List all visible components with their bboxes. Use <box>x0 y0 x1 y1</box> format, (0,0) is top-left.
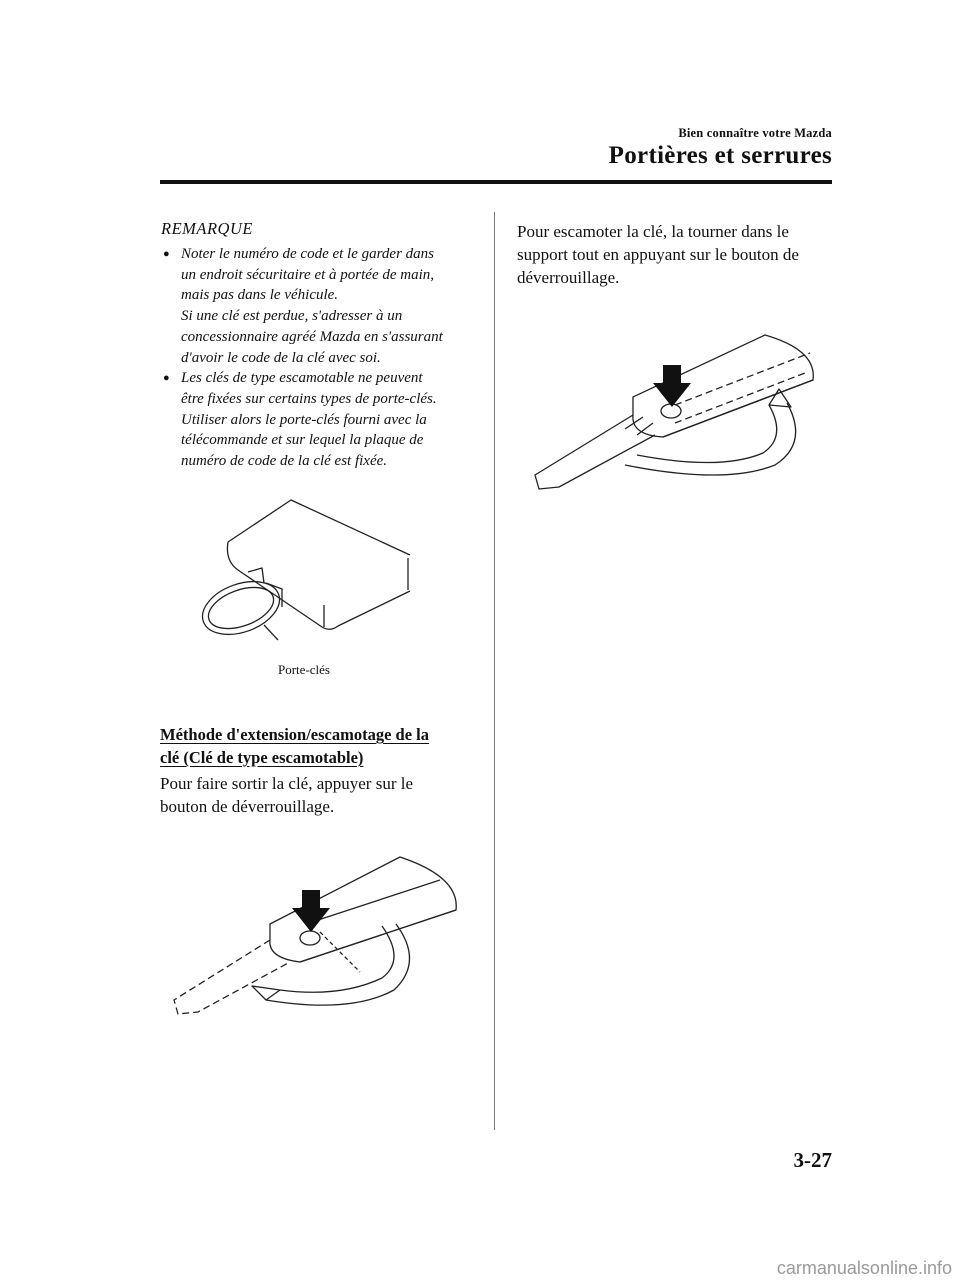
retract-line: Pour escamoter la clé, la tourner dans le <box>517 222 789 241</box>
extend-line: Pour faire sortir la clé, appuyer sur le <box>160 774 414 793</box>
key-ring-illustration <box>196 495 416 645</box>
note-line: être fixées sur certains types de porte-clés. <box>181 390 437 407</box>
method-heading-line: clé (Clé de type escamotable) <box>160 748 364 767</box>
note-line: mais pas dans le véhicule. <box>181 287 339 304</box>
note-heading: REMARQUE <box>161 219 253 238</box>
method-heading-line: Méthode d'extension/escamotage de la <box>160 725 430 744</box>
note-line: numéro de code de la clé est fixée. <box>181 453 388 470</box>
header-rule <box>160 180 832 184</box>
note-line: Si une clé est perdue, s'adresser à un <box>181 308 403 325</box>
note-line: télécommande et sur lequel la plaque de <box>181 432 424 449</box>
retract-line: déverrouillage. <box>517 268 620 287</box>
keyring-label: Porte-clés <box>278 662 330 677</box>
retract-instructions <box>517 220 837 289</box>
extend-line: bouton de déverrouillage. <box>160 797 335 816</box>
note-line: d'avoir le code de la clé avec soi. <box>181 349 381 366</box>
page-number: 3-27 <box>793 1148 832 1172</box>
extend-instructions <box>160 772 480 818</box>
note-list <box>160 244 485 472</box>
section-subtitle: Bien connaître votre Mazda <box>678 126 832 140</box>
key-retract-illustration <box>525 325 825 495</box>
retract-line: support tout en appuyant sur le bouton de <box>517 245 799 264</box>
note-line: concessionnaire agréé Mazda en s'assurant <box>181 328 443 345</box>
watermark: carmanualsonline.info <box>776 1258 952 1278</box>
note-line: Utiliser alors le porte-clés fourni avec la <box>181 411 427 428</box>
note-line: Les clés de type escamotable ne peuvent <box>181 370 423 387</box>
note-item <box>160 368 485 472</box>
bullet-dot-icon: ● <box>163 248 170 260</box>
column-divider <box>494 212 495 1130</box>
key-extend-illustration <box>170 852 470 1022</box>
note-item <box>160 244 485 368</box>
section-title: Portières et serrures <box>608 142 832 169</box>
bullet-dot-icon: ● <box>163 372 170 385</box>
method-heading <box>160 723 470 769</box>
note-line: Noter le numéro de code et le garder dans <box>181 246 435 262</box>
note-line: un endroit sécuritaire et à portée de main, <box>181 266 435 283</box>
